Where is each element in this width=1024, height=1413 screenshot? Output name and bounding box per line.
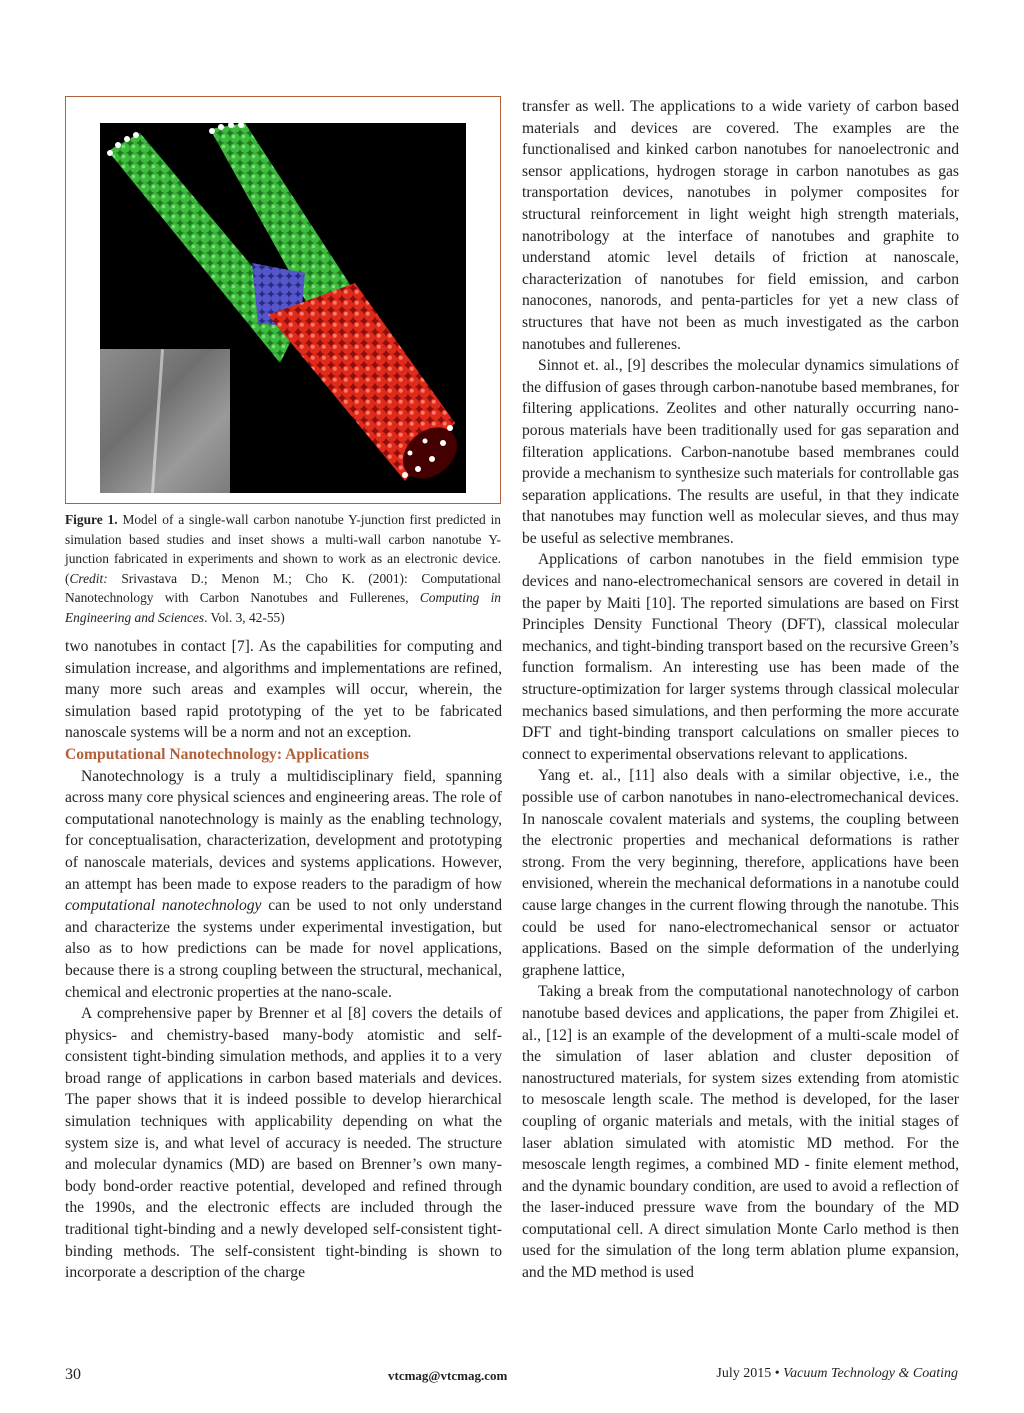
right-column — [522, 96, 959, 1284]
left-paragraph-2-emphasis: computational nanotechnology — [65, 897, 262, 915]
footer-bullet: • — [774, 1366, 780, 1381]
multi-wall-inset-photo — [100, 349, 230, 493]
right-paragraph-2: Sinnot et. al., [9] describes the molecular dynamics simulations of the diffusion of gases through carbon-nanotube based membranes, for filtering applications. Zeolites and other naturally occurring nano-porous materials have been traditionally used for gas separation and filteration applications. Carbon-nanotube based membranes could provide a mechanism to synthesize such materials for controllable gas separation applications. The results are useful, in that they indicate that nanotubes may function well as molecular sieves, and thus may be useful as selective membranes. — [522, 357, 959, 547]
nanotube-y-junction-image — [100, 123, 466, 493]
left-paragraph-1: two nanotubes in contact [7]. As the capabilities for computing and simulation increase, and algorithms and implementations are refined, many more such areas and examples will occur, wherein, the simulation based rapid prototyping of the yet to be fabricated nanoscale systems will be a norm and not an exception. — [65, 638, 502, 742]
section-heading: Computational Nanotechnology: Applications — [65, 745, 370, 763]
caption-label: Figure 1. — [65, 512, 118, 527]
right-paragraph-4: Yang et. al., [11] also deals with a similar objective, i.e., the possible use of carbon nanotubes in nano-electromechanical devices. In nanoscale covalent materials and systems, the coupling between the electronic properties and mechanical deformations is rather strong. From the very beginning, therefore, applications have been envisioned, wherein the mechanical deformations in a nanotube could cause large changes in the current flowing through the nanotube. This could be used for nano-electromechanical sensor or actuator applications. Based on the simple deformation of the underlying graphene lattice, — [522, 767, 959, 979]
left-paragraph-2b: can be used to not only understand and characterize the systems under experimental investigation, but also as to how predictions can be made for novel applications, because there is a strong coupling between the structural, mechanical, chemical and electronic properties at the nano-scale. — [65, 897, 502, 1001]
inset-nanotube-trace — [151, 349, 164, 493]
figure-caption — [65, 510, 501, 628]
page-number: 30 — [65, 1366, 81, 1383]
right-paragraph-3: Applications of carbon nanotubes in the field emmision type devices and nano-electromechanical sensors are covered in detail in the paper by Maiti [10]. The reported simulations are based on First Principles Density Functional Theory (DFT), classical molecular mechanics, and tight-binding transport based on the recursive Green’s function formalism. An interesting use has been made of the structure-optimization for larger systems through classical molecular mechanics based simulations, and then performing the more accurate DFT and tight-binding transport calculations on smaller pieces to connect to experimental observations relevant to applications. — [522, 551, 959, 763]
footer-magazine-name: Vacuum Technology & Coating — [783, 1366, 958, 1381]
caption-credit-label: Credit: — [69, 570, 108, 586]
left-column — [65, 636, 502, 1284]
footer-issue — [716, 1366, 958, 1382]
caption-credit-text: Srivastava D.; Menon M.; Cho K. (2001): Computational Nanotechnology with Carbon Nanotubes and Fullerenes, — [65, 570, 501, 606]
left-paragraph-2 — [65, 766, 502, 1004]
caption-journal: Computing in Engineering and Sciences — [65, 590, 501, 625]
right-paragraph-5: Taking a break from the computational nanotechnology of carbon nanotube based devices and applications, the paper from Zhigilei et. al., [12] is an example of the development of a multi-scale model of the simulation of laser ablation and cluster deposition of nanostructured materials, for system sizes extending from atomistic to mesoscale length scale. The method is developed, for the laser coupling of organic materials and metals, with the initial stages of laser ablation simulated with atomistic MD method. For the mesoscale length regimes, a combined MD - finite element method, and the dynamic boundary condition, are used to avoid a reflection of the laser-induced pressure wave from the boundary of the MD computational cell. A direct simulation Monte Carlo method is then used for the simulation of the long term ablation plume expansion, and the MD method is used — [522, 983, 959, 1282]
footer-issue-date: July 2015 — [716, 1366, 772, 1381]
caption-volume: . Vol. 3, 42-55) — [204, 609, 285, 625]
left-paragraph-3: A comprehensive paper by Brenner et al [8] covers the details of physics- and chemistry-based many-body atomistic and self-consistent tight-binding simulation methods, and applies it to a very broad range of applications in carbon based materials and devices. The paper shows that it is indeed possible to develop hierarchical simulation techniques with applicability depending on what the system size is, and what level of accuracy is needed. The structure and molecular dynamics (MD) are based on Brenner’s own many-body bond-order reactive potential, developed and refined through the 1990s, and the electronic effects are included through the traditional tight-binding and a newly developed self-consistent tight-binding methods. The self-consistent tight-binding is shown to incorporate a description of the charge — [65, 1005, 502, 1282]
right-paragraph-1: transfer as well. The applications to a wide variety of carbon based materials and devices are covered. The examples are the functionalised and kinked carbon nanotubes for nanoelectronic and sensor applications, hydrogen storage in carbon nanotubes as gas transportation devices, nanotubes in polymer composites for structural reinforcement in light weight high strength materials, nanotribology at the interface of nanotubes and graphite to understand atomic level details of friction at nanoscale, characterization of nanotubes for field emission, and carbon nanocones, nanorods, and penta-particles for yet a new class of structures that have not been as much investigated as the carbon nanotubes and fullerenes. — [522, 98, 959, 353]
footer-email: vtcmag@vtcmag.com — [388, 1368, 508, 1383]
left-paragraph-2a: Nanotechnology is a truly a multidisciplinary field, spanning across many core physical sciences and engineering areas. The role of computational nanotechnology is mainly as the enabling technology, for conceptualisation, characterization, development and prototyping of nanoscale materials, devices and systems applications. However, an attempt has been made to expose readers to the paradigm of how — [65, 767, 502, 893]
caption-text: Model of a single-wall carbon nanotube Y-junction first predicted in simulation based studies and inset shows a multi-wall carbon nanotube Y-junction fabricated in experiments and shown to work as an electronic device. ( — [65, 512, 502, 586]
figure-frame — [65, 96, 501, 504]
